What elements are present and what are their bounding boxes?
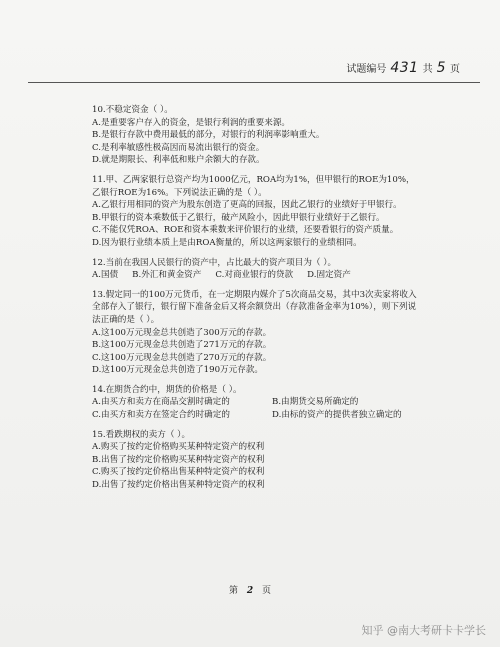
page-footer [0, 583, 500, 596]
question-stem: 10.不稳定资金（ ）。 [92, 105, 173, 115]
option-d: D.因为银行业绩本质上是由ROA衡量的，所以这两家银行的业绩相同。 [92, 237, 362, 248]
option-c: C.购买了按约定价格出售某种特定资产的权利 [92, 467, 265, 478]
option-c: C.对商业银行的贷款 [215, 270, 294, 281]
option-a: A.国债 [92, 270, 119, 281]
option-a: A.是重要客户存入的资金，是银行利润的重要来源。 [92, 117, 291, 128]
exam-code-label: 试题编号 [346, 64, 387, 75]
header-divider [28, 82, 480, 83]
option-a: A.由买方和卖方在商品交割时确定的 [92, 397, 230, 408]
question-14 [92, 384, 422, 422]
question-list [92, 104, 422, 499]
question-15 [92, 429, 422, 492]
question-11 [92, 174, 422, 250]
question-stem: 12.当前在我国人民银行的资产中，占比最大的资产项目为（ ）。 [92, 257, 337, 268]
question-stem: 11.甲、乙两家银行总资产均为1000亿元，ROA均为1%，但甲银行的ROE为10%，乙银行ROE为16%。下列说法正确的是（ ）。 [92, 174, 415, 198]
option-b: B.这100万元现金总共创造了271万元的存款。 [92, 340, 272, 351]
question-stem: 13.假定同一的100万元货币，在一定期限内媒介了5次商品交易，其中3次卖家将收入全部存入了银行，银行留下准备金后又将余额贷出（存款准备金率为10%），则下列说法正确的是（ ）。 [92, 289, 417, 325]
option-a: A.这100万元现金总共创造了300万元的存款。 [92, 327, 272, 338]
total-pages-unit: 页 [450, 64, 460, 75]
option-c: C.由买方和卖方在签定合约时确定的 [92, 410, 230, 421]
option-b: B.是银行存款中费用最低的部分，对银行的利润率影响重大。 [92, 130, 325, 141]
footer-suffix: 页 [262, 586, 272, 596]
footer-prefix: 第 [228, 586, 238, 596]
question-12 [92, 257, 422, 282]
page-number: 2 [246, 586, 254, 596]
exam-code-value: 431 [390, 60, 419, 76]
option-b: B.外汇和黄金资产 [132, 270, 202, 281]
option-d: D.固定资产 [307, 270, 351, 281]
option-a: A.乙银行用相同的资产为股东创造了更高的回报，因此乙银行的业绩好于甲银行。 [92, 200, 402, 211]
option-d: D.这100万元现金总共创造了190万元存款。 [92, 365, 264, 376]
question-13 [92, 289, 422, 377]
option-b: B.甲银行的资本乘数低于乙银行，破产风险小，因此甲银行业绩好于乙银行。 [92, 212, 385, 223]
option-a: A.购买了按约定价格购买某种特定资产的权利 [92, 442, 265, 453]
options-grid [92, 396, 422, 421]
option-c: C.不能仅凭ROA、ROE和资本乘数来评价银行的业绩，还要看银行的资产质量。 [92, 225, 399, 236]
option-d: D.由标的资产的提供者独立确定的 [272, 410, 402, 421]
question-10 [92, 104, 422, 167]
page-header [346, 60, 460, 76]
total-pages-label: 共 [422, 64, 433, 75]
option-d: D.出售了按约定价格出售某种特定资产的权利 [92, 480, 265, 491]
option-c: C.是利率敏感性极高因而易流出银行的资金。 [92, 142, 265, 153]
option-d: D.就是期限长、利率低和账户余额大的存款。 [92, 155, 265, 166]
watermark-text: 知乎 @南大考研卡卡学长 [361, 624, 486, 637]
question-stem: 15.看跌期权的卖方（ ）。 [92, 429, 191, 440]
option-b: B.出售了按约定价格购买某种特定资产的权利 [92, 454, 265, 465]
total-pages-value: 5 [436, 60, 446, 76]
question-stem: 14.在期货合约中，期货的价格是（ ）。 [92, 384, 242, 395]
option-c: C.这100万元现金总共创造了270万元的存款。 [92, 352, 272, 363]
option-b: B.由期货交易所确定的 [272, 397, 359, 408]
options-row [92, 269, 422, 282]
